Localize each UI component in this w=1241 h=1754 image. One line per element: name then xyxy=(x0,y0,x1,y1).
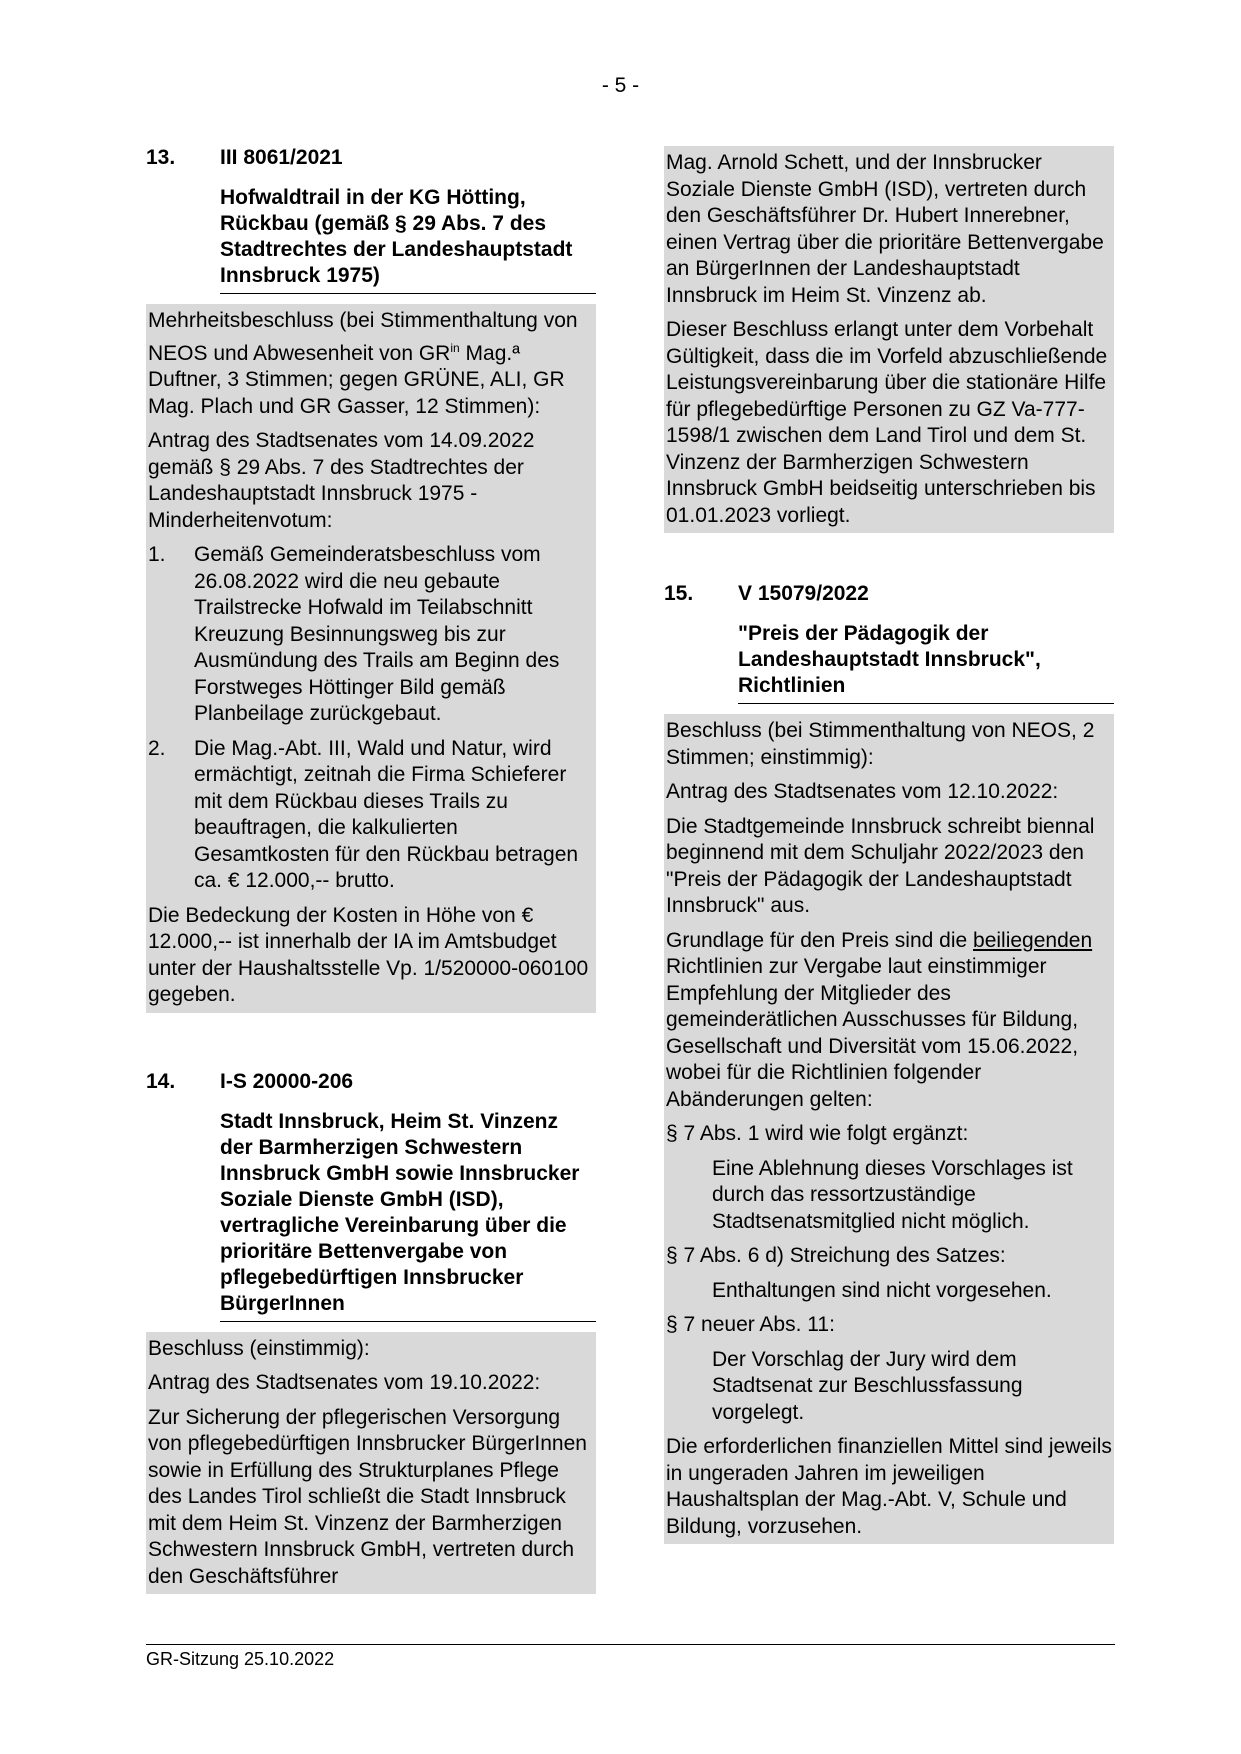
left-column xyxy=(146,145,596,1594)
amendment-1-text: Eine Ablehnung dieses Vorschlages ist durch das ressortzuständige Stadtsenatsmitglied nicht möglich. xyxy=(712,1156,1073,1233)
item-13-number: 13. xyxy=(146,146,176,169)
amendment-3-heading: § 7 neuer Abs. 11: xyxy=(666,1313,835,1336)
amendment-3-text: Der Vorschlag der Jury wird dem Stadtsenat zur Beschlussfassung vorgelegt. xyxy=(712,1347,1023,1424)
item-15-code: V 15079/2022 xyxy=(738,582,869,605)
item-13-coverage: Die Bedeckung der Kosten in Höhe von € 12.000,-- ist innerhalb der IA im Amtsbudget unter der Haushaltsstelle Vp. 1/520000-060100 gegeben. xyxy=(148,903,589,1006)
item-13-vote: Mehrheitsbeschluss (bei Stimmenthaltung von NEOS und Abwesenheit von $GR^{in}$ Mag.ª Duftner, 3 Stimmen; gegen GRÜNE, ALI, GR Mag. Plach und GR Gasser, 12 Stimmen): xyxy=(148,309,578,418)
item-15-basis: Grundlage für den Preis sind die beiliegenden Richtlinien zur Vergabe laut einstimmiger Empfehlung der Mitglieder des gemeinderätlichen Ausschusses für Bildung, Gesellschaft und Diversität vom 15.06.2022, wobei für die Richtlinien folgender Abänderungen gelten: xyxy=(666,928,1093,1111)
item-15-number: 15. xyxy=(664,582,694,605)
item-15-vote: Beschluss (bei Stimmenthaltung von NEOS, 2 Stimmen; einstimmig): xyxy=(666,719,1095,769)
item-13-point-2: 2. Die Mag.-Abt. III, Wald und Natur, wird ermächtigt, zeitnah die Firma Schieferer mit dem Rückbau dieses Trails zu beauftragen, die kalkulierten Gesamtkosten für den Rückbau betragen ca. € 12.000,-- brutto. xyxy=(148,736,579,892)
item-15-body xyxy=(664,714,1114,1544)
item-13-code: III 8061/2021 xyxy=(220,146,343,169)
item-14 xyxy=(146,1069,596,1595)
footer-divider xyxy=(146,1644,1115,1645)
item-13-antrag: Antrag des Stadtsenates vom 14.09.2022 gemäß § 29 Abs. 7 des Stadtrechtes der Landeshauptstadt Innsbruck 1975 - Minderheitenvotum: xyxy=(148,429,535,532)
amendment-2-text: Enthaltungen sind nicht vorgesehen. xyxy=(712,1278,1052,1302)
beiliegenden-link[interactable]: beiliegenden xyxy=(973,928,1093,952)
item-15-antrag: Antrag des Stadtsenates vom 12.10.2022: xyxy=(666,780,1059,803)
item-13-title: Hofwaldtrail in der KG Hötting, Rückbau (gemäß § 29 Abs. 7 des Stadtrechtes der Landeshauptstadt Innsbruck 1975) xyxy=(220,185,596,294)
item-15-funding: Die erforderlichen finanziellen Mittel sind jeweils in ungeraden Jahren im jeweiligen Haushaltsplan der Mag.-Abt. V, Schule und Bildung, vorzusehen. xyxy=(666,1435,1112,1538)
item-13-header xyxy=(146,145,596,171)
item-14-text-part-1: Zur Sicherung der pflegerischen Versorgung von pflegebedürftigen Innsbrucker BürgerInnen sowie in Erfüllung des Strukturplanes Pflege des Landes Tirol schließt die Stadt Innsbruck mit dem Heim St. Vinzenz der Barmherzigen Schwestern Innsbruck GmbH, vertreten durch den Geschäftsführer xyxy=(148,1405,587,1588)
amendment-1-heading: § 7 Abs. 1 wird wie folgt ergänzt: xyxy=(666,1122,969,1145)
item-14-continued xyxy=(664,146,1114,533)
item-14-body xyxy=(146,1332,596,1595)
item-15-header xyxy=(664,581,1114,607)
item-14-code: I-S 20000-206 xyxy=(220,1069,354,1093)
item-13-point-1: 1. Gemäß Gemeinderatsbeschluss vom 26.08.2022 wird die neu gebaute Trailstrecke Hofwald im Teilabschnitt Kreuzung Besinnungsweg bis zur Ausmündung des Trails am Beginn des Forstweges Höttinger Bild gemäß Planbeilage zurückgebaut. xyxy=(148,543,560,725)
item-15 xyxy=(664,581,1114,1544)
page-number: - 5 - xyxy=(601,74,640,97)
footer-text: GR-Sitzung 25.10.2022 xyxy=(146,1649,335,1669)
item-15-text-1: Die Stadtgemeinde Innsbruck schreibt biennal beginnend mit dem Schuljahr 2022/2023 den "Preis der Pädagogik der Landeshauptstadt Innsbruck" aus. xyxy=(666,814,1095,917)
amendment-2-heading: § 7 Abs. 6 d) Streichung des Satzes: xyxy=(666,1244,1006,1267)
item-13 xyxy=(146,145,596,1013)
item-14-number: 14. xyxy=(146,1069,176,1093)
item-14-header xyxy=(146,1069,596,1095)
item-14-antrag: Antrag des Stadtsenates vom 19.10.2022: xyxy=(148,1371,541,1394)
item-14-condition: Dieser Beschluss erlangt unter dem Vorbehalt Gültigkeit, dass die im Vorfeld abzuschließende Leistungsvereinbarung über die stationäre Hilfe für pflegebedürftige Personen zu GZ Va-777-1598/1 zwischen dem Land Tirol und dem St. Vinzenz der Barmherzigen Schwestern Innsbruck GmbH beidseitig unterschrieben bis 01.01.2023 vorliegt. xyxy=(666,318,1108,527)
item-14-vote: Beschluss (einstimmig): xyxy=(148,1336,370,1360)
item-14-text-part-2: Mag. Arnold Schett, und der Innsbrucker Soziale Dienste GmbH (ISD), vertreten durch den Geschäftsführer Dr. Hubert Innerebner, einen Vertrag über die prioritäre Bettenvergabe an BürgerInnen der Landeshauptstadt Innsbruck im Heim St. Vinzenz ab. xyxy=(666,151,1104,307)
right-column xyxy=(664,146,1114,1544)
item-14-title: Stadt Innsbruck, Heim St. Vinzenz der Barmherzigen Schwestern Innsbruck GmbH sowie Innsbrucker Soziale Dienste GmbH (ISD), vertragliche Vereinbarung über die prioritäre Bettenvergabe von pflegebedürftigen Innsbrucker BürgerInnen xyxy=(220,1109,596,1322)
item-13-body xyxy=(146,304,596,1013)
item-15-title: "Preis der Pädagogik der Landeshauptstadt Innsbruck", Richtlinien xyxy=(738,621,1114,704)
